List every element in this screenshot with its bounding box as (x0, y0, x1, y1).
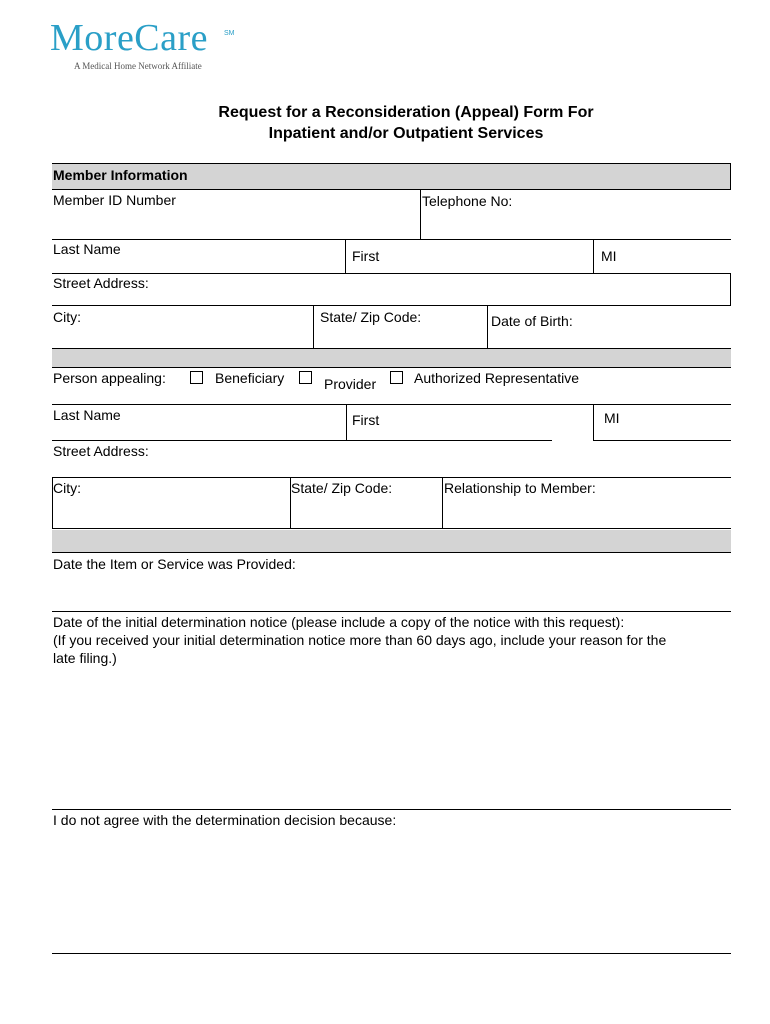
member-telephone-field[interactable] (422, 212, 730, 238)
member-dob-label: Date of Birth: (491, 313, 573, 329)
initial-notice-field[interactable] (53, 670, 731, 806)
date-service-provided-field[interactable] (53, 575, 731, 609)
appellant-state-zip-field[interactable] (292, 498, 440, 526)
member-first-name-label: First (352, 248, 380, 264)
member-info-header: Member Information (53, 167, 188, 183)
person-appealing-label: Person appealing: (53, 370, 166, 386)
member-street-field[interactable] (160, 275, 728, 305)
appellant-first-name-field[interactable] (390, 408, 592, 440)
beneficiary-label: Beneficiary (215, 370, 285, 386)
appellant-city-field[interactable] (54, 498, 289, 526)
member-mi-label: MI (601, 248, 617, 264)
form-title-line2: Inpatient and/or Outpatient Services (268, 125, 544, 142)
appellant-street-label: Street Address: (53, 443, 149, 459)
member-telephone-label: Telephone No: (422, 193, 513, 209)
member-first-name-field[interactable] (390, 244, 592, 272)
member-last-name-label: Last Name (53, 241, 121, 257)
disagree-reason-field[interactable] (53, 832, 731, 950)
authorized-representative-checkbox[interactable] (390, 371, 403, 384)
member-state-zip-field[interactable] (314, 326, 486, 346)
logo-tagline: A Medical Home Network Affiliate (74, 61, 202, 71)
member-id-field[interactable] (52, 206, 420, 238)
initial-notice-line3: late filing.) (53, 650, 117, 666)
appellant-mi-field[interactable] (622, 408, 730, 440)
member-street-label: Street Address: (53, 275, 149, 291)
appellant-last-name-label: Last Name (53, 407, 121, 423)
provider-label: Provider (324, 376, 377, 392)
member-id-label: Member ID Number (53, 192, 176, 208)
logo-trademark: SM (224, 30, 235, 37)
section-divider-band-2 (52, 530, 731, 552)
appellant-first-name-label: First (352, 412, 380, 428)
appellant-last-name-field[interactable] (52, 424, 345, 440)
appellant-mi-label: MI (604, 410, 620, 426)
form-title-line1: Request for a Reconsideration (Appeal) Form For (218, 104, 594, 121)
relationship-to-member-field[interactable] (444, 498, 729, 526)
member-city-label: City: (53, 309, 81, 325)
section-divider-band (52, 349, 731, 367)
appellant-state-zip-label: State/ Zip Code: (291, 480, 393, 496)
beneficiary-checkbox[interactable] (190, 371, 203, 384)
appellant-street-field[interactable] (160, 443, 730, 475)
member-state-zip-label: State/ Zip Code: (320, 309, 422, 325)
member-dob-field[interactable] (580, 308, 730, 346)
initial-notice-line2: (If you received your initial determination notice more than 60 days ago, include your reason for the (53, 632, 667, 648)
provider-checkbox[interactable] (299, 371, 312, 384)
authorized-representative-label: Authorized Representative (414, 370, 579, 386)
member-city-field[interactable] (52, 326, 312, 346)
initial-notice-line1: Date of the initial determination notice (please include a copy of the notice with this request): (53, 614, 625, 630)
logo-wordmark: MoreCare (50, 17, 209, 59)
disagree-reason-label: I do not agree with the determination decision because: (53, 812, 397, 828)
member-last-name-field[interactable] (52, 258, 345, 272)
appellant-city-label: City: (53, 480, 81, 496)
relationship-to-member-label: Relationship to Member: (444, 480, 596, 496)
date-service-provided-label: Date the Item or Service was Provided: (53, 556, 296, 572)
member-mi-field[interactable] (622, 244, 730, 272)
